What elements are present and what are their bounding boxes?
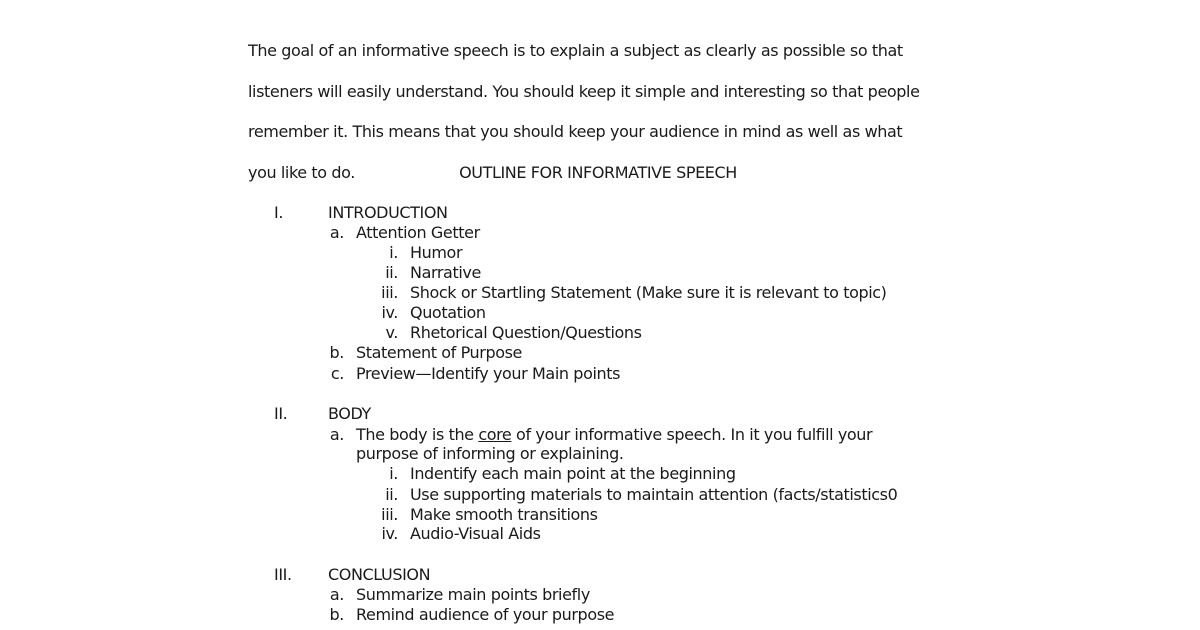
- section-heading-introduction: INTRODUCTION: [328, 203, 448, 222]
- list-item: [356, 425, 872, 445]
- sublist-numeral: i.: [389, 464, 398, 483]
- intro-line: remember it. This means that you should keep your audience in mind as well as what: [248, 122, 903, 142]
- section-numeral: I.: [274, 203, 284, 222]
- section-heading-body: BODY: [328, 404, 371, 423]
- sublist-item: Humor: [410, 243, 463, 262]
- list-item: Statement of Purpose: [356, 343, 523, 362]
- sublist-numeral: i.: [389, 243, 398, 262]
- list-letter: c.: [330, 364, 344, 383]
- sublist-item: Rhetorical Question/Questions: [410, 323, 642, 342]
- sublist-item: Quotation: [410, 303, 486, 322]
- sublist-item: Narrative: [410, 263, 481, 282]
- sublist-item: Shock or Startling Statement (Make sure it is relevant to topic): [410, 283, 887, 302]
- sublist-numeral: iv.: [381, 303, 398, 322]
- list-item: Attention Getter: [356, 223, 480, 242]
- intro-line: you like to do.: [248, 163, 355, 183]
- sublist-numeral: ii.: [385, 263, 398, 282]
- sublist-item: Indentify each main point at the beginning: [410, 464, 736, 483]
- section-numeral: II.: [274, 404, 288, 423]
- section-numeral: III.: [274, 565, 292, 584]
- list-item: Summarize main points briefly: [356, 585, 590, 604]
- sublist-item: Audio-Visual Aids: [410, 524, 541, 543]
- sublist-numeral: iii.: [381, 505, 398, 524]
- sublist-numeral: v.: [385, 323, 398, 342]
- sublist-numeral: iv.: [381, 524, 398, 543]
- list-letter: b.: [329, 605, 344, 624]
- text-run: of your informative speech. In it you fulfill your: [511, 425, 873, 444]
- outline-title: OUTLINE FOR INFORMATIVE SPEECH: [459, 163, 737, 182]
- list-letter: b.: [329, 343, 344, 362]
- sublist-numeral: iii.: [381, 283, 398, 302]
- list-item: Remind audience of your purpose: [356, 605, 615, 624]
- intro-line: listeners will easily understand. You should keep it simple and interesting so that people: [248, 81, 920, 101]
- intro-line: The goal of an informative speech is to explain a subject as clearly as possible so that: [248, 41, 903, 61]
- list-letter: a.: [329, 223, 344, 242]
- list-letter: a.: [329, 425, 344, 444]
- list-letter: a.: [329, 585, 344, 604]
- underlined-word: core: [478, 425, 512, 444]
- sublist-item: Make smooth transitions: [410, 505, 598, 524]
- list-item-continuation: purpose of informing or explaining.: [356, 444, 624, 463]
- text-run: The body is the: [356, 425, 479, 444]
- section-heading-conclusion: CONCLUSION: [328, 565, 431, 584]
- sublist-item: Use supporting materials to maintain attention (facts/statistics0: [410, 485, 898, 504]
- sublist-numeral: ii.: [385, 485, 398, 504]
- list-item: Preview—Identify your Main points: [356, 364, 621, 383]
